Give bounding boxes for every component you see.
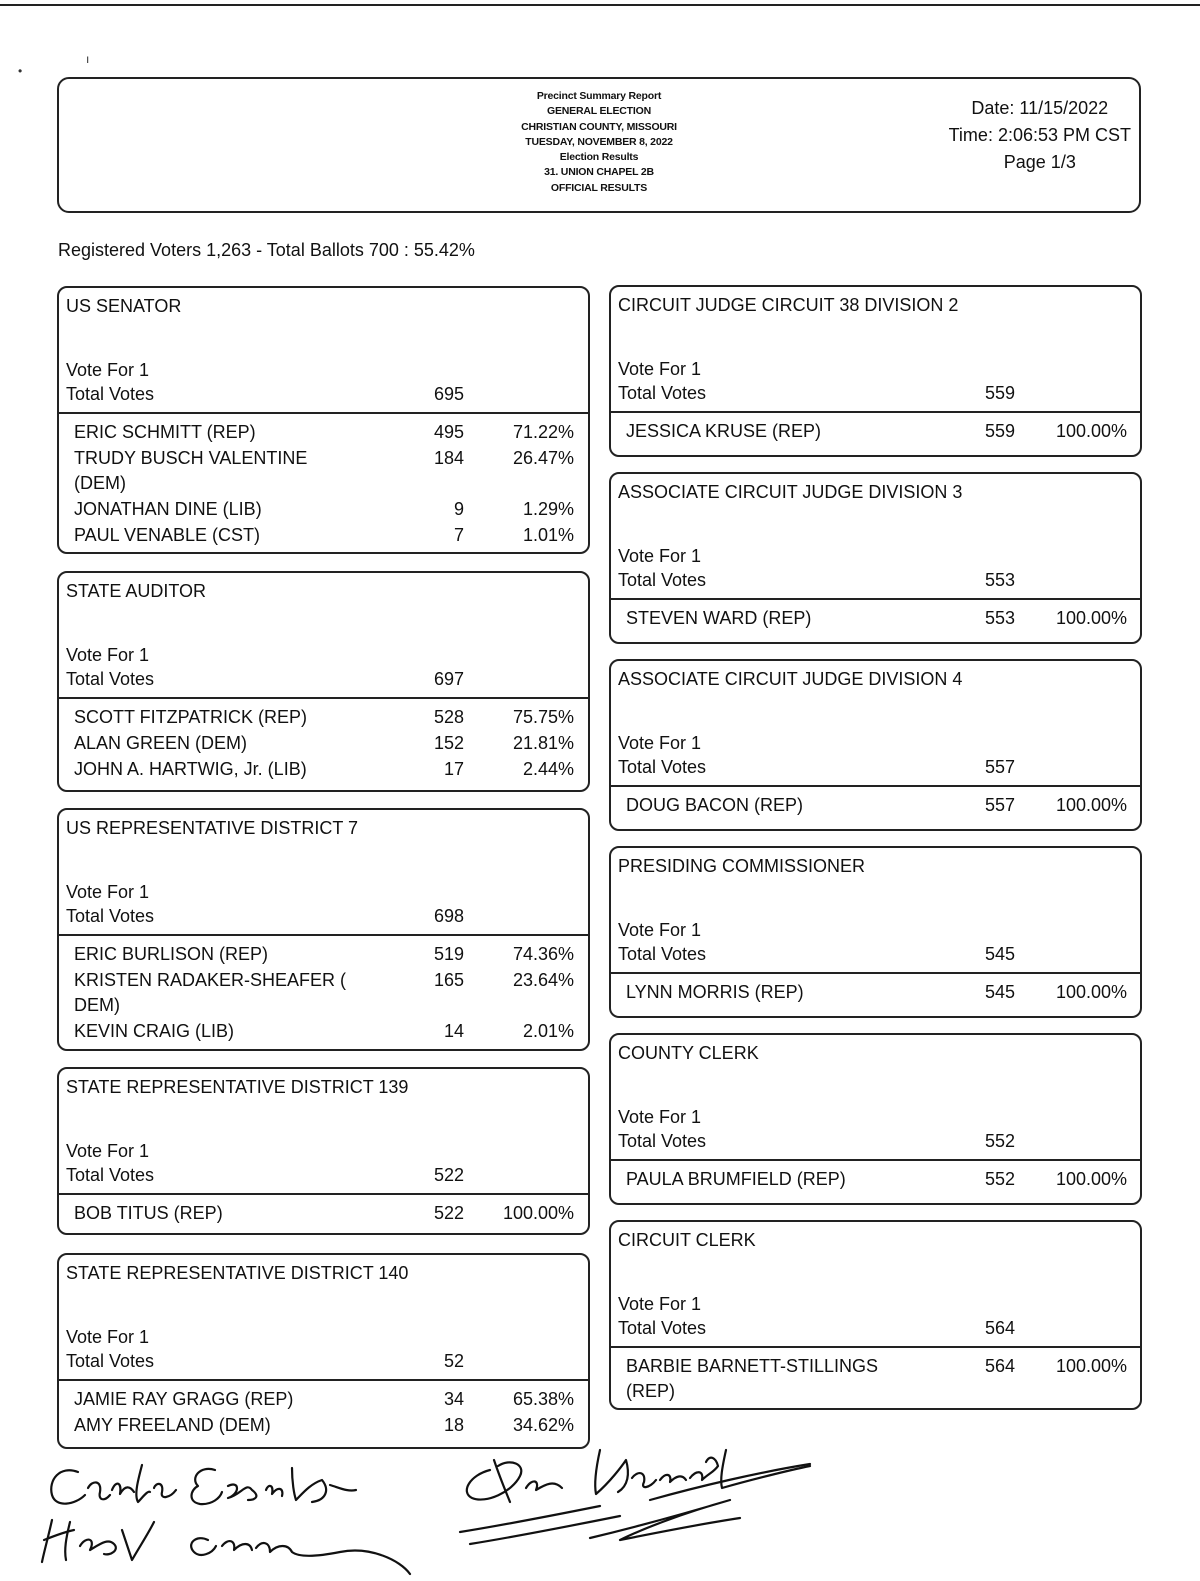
signature-judge — [450, 1440, 830, 1560]
candidate-row — [611, 793, 1140, 819]
contest-title: ASSOCIATE CIRCUIT JUDGE DIVISION 4 — [618, 669, 963, 689]
candidate-name: DOUG BACON (REP) — [626, 795, 804, 815]
candidate-percent: 75.75% — [512, 707, 574, 727]
candidate-row — [611, 980, 1140, 1006]
candidate-votes: 18 — [443, 1415, 464, 1435]
candidate-row — [59, 968, 588, 1019]
contest-associate-circuit-judge-division-3 — [609, 472, 1142, 644]
report-header — [57, 77, 1141, 213]
header-line: TUESDAY, NOVEMBER 8, 2022 — [525, 135, 673, 148]
candidate-votes: 519 — [433, 944, 464, 964]
header-divider — [611, 411, 1140, 413]
report-time: Time: 2:06:53 PM CST — [948, 125, 1131, 145]
header-line: Precinct Summary Report — [536, 90, 662, 102]
total-votes-label: Total Votes — [618, 570, 707, 590]
contest-associate-circuit-judge-division-4 — [609, 659, 1142, 831]
candidate-votes: 522 — [433, 1203, 464, 1223]
candidate-row — [611, 419, 1140, 445]
candidate-percent: 23.64% — [512, 970, 574, 990]
vote-for-label: Vote For 1 — [618, 733, 702, 753]
candidate-name: SCOTT FITZPATRICK (REP) — [74, 707, 307, 727]
vote-for-label: Vote For 1 — [66, 645, 150, 665]
candidate-row — [59, 420, 588, 446]
registered-voters-summary: Registered Voters 1,263 - Total Ballots 700 : 55.42% — [58, 240, 475, 260]
candidate-votes: 528 — [433, 707, 464, 727]
candidate-percent: 1.01% — [522, 525, 574, 545]
candidate-list — [59, 705, 588, 808]
contest-us-senator — [57, 286, 590, 554]
vote-for-label: Vote For 1 — [66, 1327, 150, 1347]
candidate-list — [611, 793, 1140, 819]
candidate-name: ALAN GREEN (DEM) — [74, 733, 248, 753]
report-date: Date: 11/15/2022 — [971, 98, 1109, 118]
candidate-list — [59, 420, 588, 549]
candidate-list — [611, 419, 1140, 445]
vote-for-label: Vote For 1 — [618, 1294, 702, 1314]
candidate-percent: 2.01% — [522, 1021, 574, 1041]
total-votes-value: 52 — [443, 1351, 464, 1371]
contest-title: CIRCUIT JUDGE CIRCUIT 38 DIVISION 2 — [618, 295, 959, 315]
candidate-name: ERIC BURLISON (REP) — [74, 944, 269, 964]
candidate-row — [59, 446, 588, 497]
candidate-percent: 71.22% — [512, 422, 574, 442]
candidate-votes: 34 — [443, 1389, 464, 1409]
header-divider — [59, 934, 588, 936]
header-line: Election Results — [559, 151, 639, 164]
header-divider — [611, 785, 1140, 787]
candidate-row — [59, 497, 588, 523]
candidate-percent: 34.62% — [512, 1415, 574, 1435]
vote-for-label: Vote For 1 — [618, 359, 702, 379]
candidate-list — [611, 1167, 1140, 1193]
candidate-votes: 564 — [984, 1356, 1015, 1376]
candidate-percent: 26.47% — [512, 448, 574, 468]
header-divider — [611, 598, 1140, 600]
vote-for-label: Vote For 1 — [66, 360, 150, 380]
vote-for-label: Vote For 1 — [66, 882, 150, 902]
candidate-votes: 17 — [443, 759, 464, 779]
candidate-name: AMY FREELAND (DEM) — [74, 1415, 271, 1435]
contest-title: PRESIDING COMMISSIONER — [618, 856, 866, 876]
candidate-percent: 65.38% — [512, 1389, 574, 1409]
candidate-votes: 165 — [433, 970, 464, 990]
total-votes-label: Total Votes — [66, 669, 155, 689]
total-votes-value: 545 — [984, 944, 1015, 964]
scan-mark: • — [18, 64, 23, 78]
contest-title: US SENATOR — [66, 296, 182, 316]
candidate-votes: 184 — [433, 448, 464, 468]
total-votes-value: 552 — [984, 1131, 1015, 1151]
contest-title: STATE REPRESENTATIVE DISTRICT 140 — [66, 1263, 409, 1283]
vote-for-label: Vote For 1 — [66, 1141, 150, 1161]
candidate-list — [611, 1354, 1140, 1405]
candidate-votes: 557 — [984, 795, 1015, 815]
candidate-name: JESSICA KRUSE (REP) — [626, 421, 822, 441]
candidate-name: TRUDY BUSCH VALENTINE (DEM) — [74, 448, 308, 493]
header-divider — [59, 1193, 588, 1195]
candidate-row — [611, 1354, 1140, 1405]
candidate-name: STEVEN WARD (REP) — [626, 608, 812, 628]
contest-circuit-clerk — [609, 1220, 1142, 1410]
candidate-row — [59, 1387, 588, 1413]
header-line: OFFICIAL RESULTS — [550, 181, 648, 194]
candidate-percent: 100.00% — [1055, 421, 1127, 441]
candidate-votes: 9 — [453, 499, 464, 519]
candidate-list — [59, 942, 588, 1045]
contest-state-auditor — [57, 571, 590, 792]
candidate-percent: 100.00% — [502, 1203, 574, 1223]
total-votes-label: Total Votes — [618, 383, 707, 403]
header-divider — [611, 1346, 1140, 1348]
report-page: Page 1/3 — [1003, 152, 1076, 172]
candidate-votes: 7 — [453, 525, 464, 545]
candidate-name: KEVIN CRAIG (LIB) — [74, 1021, 235, 1041]
candidate-name: BOB TITUS (REP) — [74, 1203, 223, 1223]
candidate-percent: 100.00% — [1055, 1356, 1127, 1376]
candidate-percent: 100.00% — [1055, 608, 1127, 628]
candidate-votes: 553 — [984, 608, 1015, 628]
candidate-name: JONATHAN DINE (LIB) — [74, 499, 262, 519]
candidate-row — [611, 606, 1140, 632]
candidate-votes: 495 — [433, 422, 464, 442]
candidate-percent: 1.29% — [522, 499, 574, 519]
total-votes-label: Total Votes — [66, 906, 155, 926]
candidate-percent: 100.00% — [1055, 1169, 1127, 1189]
header-divider — [59, 412, 588, 414]
contest-title: US REPRESENTATIVE DISTRICT 7 — [66, 818, 359, 838]
candidate-row — [59, 942, 588, 968]
contest-title: STATE REPRESENTATIVE DISTRICT 139 — [66, 1077, 409, 1097]
vote-for-label: Vote For 1 — [618, 1107, 702, 1127]
header-divider — [611, 972, 1140, 974]
contest-county-clerk — [609, 1033, 1142, 1205]
header-divider — [59, 697, 588, 699]
candidate-row — [59, 1019, 588, 1045]
candidate-row — [59, 731, 588, 757]
contest-us-representative-district-7 — [57, 808, 590, 1051]
candidate-row — [59, 757, 588, 808]
candidate-votes: 152 — [433, 733, 464, 753]
total-votes-value: 564 — [984, 1318, 1015, 1338]
candidate-row — [59, 705, 588, 731]
candidate-name: PAUL VENABLE (CST) — [74, 525, 261, 545]
candidate-percent: 74.36% — [512, 944, 574, 964]
header-line: GENERAL ELECTION — [547, 105, 651, 118]
total-votes-label: Total Votes — [66, 384, 155, 404]
total-votes-value: 557 — [984, 757, 1015, 777]
candidate-list — [59, 1201, 588, 1227]
candidate-name: PAULA BRUMFIELD (REP) — [626, 1169, 846, 1189]
contest-state-representative-district-140 — [57, 1253, 590, 1449]
contest-title: ASSOCIATE CIRCUIT JUDGE DIVISION 3 — [618, 482, 963, 502]
total-votes-value: 559 — [984, 383, 1015, 403]
candidate-name: LYNN MORRIS (REP) — [626, 982, 804, 1002]
candidate-row — [59, 1201, 588, 1227]
contest-state-representative-district-139 — [57, 1067, 590, 1235]
total-votes-value: 698 — [433, 906, 464, 926]
candidate-name: KRISTEN RADAKER-SHEAFER ( DEM) — [74, 970, 347, 1015]
candidate-list — [611, 606, 1140, 632]
candidate-votes: 14 — [443, 1021, 464, 1041]
candidate-percent: 100.00% — [1055, 795, 1127, 815]
candidate-row — [59, 1413, 588, 1439]
contest-title: STATE AUDITOR — [66, 581, 207, 601]
header-divider — [59, 1379, 588, 1381]
candidate-list — [611, 980, 1140, 1006]
total-votes-value: 697 — [433, 669, 464, 689]
candidate-name: ERIC SCHMITT (REP) — [74, 422, 256, 442]
total-votes-value: 522 — [433, 1165, 464, 1185]
top-rule — [0, 4, 1200, 6]
vote-for-label: Vote For 1 — [618, 920, 702, 940]
candidate-name: BARBIE BARNETT-STILLINGS (REP) — [626, 1356, 879, 1401]
contest-title: CIRCUIT CLERK — [618, 1230, 756, 1250]
signature-clerk — [30, 1450, 450, 1580]
scan-mark: ı — [86, 52, 90, 66]
total-votes-value: 695 — [433, 384, 464, 404]
total-votes-label: Total Votes — [618, 1131, 707, 1151]
header-divider — [611, 1159, 1140, 1161]
candidate-name: JAMIE RAY GRAGG (REP) — [74, 1389, 294, 1409]
contest-presiding-commissioner — [609, 846, 1142, 1018]
total-votes-label: Total Votes — [66, 1351, 155, 1371]
candidate-votes: 552 — [984, 1169, 1015, 1189]
header-line: 31. UNION CHAPEL 2B — [544, 166, 654, 179]
candidate-percent: 2.44% — [522, 759, 574, 779]
candidate-row — [611, 1167, 1140, 1193]
total-votes-label: Total Votes — [66, 1165, 155, 1185]
candidate-votes: 545 — [984, 982, 1015, 1002]
candidate-row — [59, 523, 588, 549]
candidate-votes: 559 — [984, 421, 1015, 441]
total-votes-label: Total Votes — [618, 757, 707, 777]
total-votes-label: Total Votes — [618, 1318, 707, 1338]
header-line: CHRISTIAN COUNTY, MISSOURI — [521, 120, 677, 133]
report-meta — [949, 95, 1131, 176]
candidate-list — [59, 1387, 588, 1439]
total-votes-value: 553 — [984, 570, 1015, 590]
candidate-percent: 100.00% — [1055, 982, 1127, 1002]
total-votes-label: Total Votes — [618, 944, 707, 964]
candidate-name: JOHN A. HARTWIG, Jr. (LIB) — [74, 759, 307, 779]
contest-circuit-judge-circuit-38-division-2 — [609, 285, 1142, 457]
contest-title: COUNTY CLERK — [618, 1043, 759, 1063]
vote-for-label: Vote For 1 — [618, 546, 702, 566]
candidate-percent: 21.81% — [512, 733, 574, 753]
